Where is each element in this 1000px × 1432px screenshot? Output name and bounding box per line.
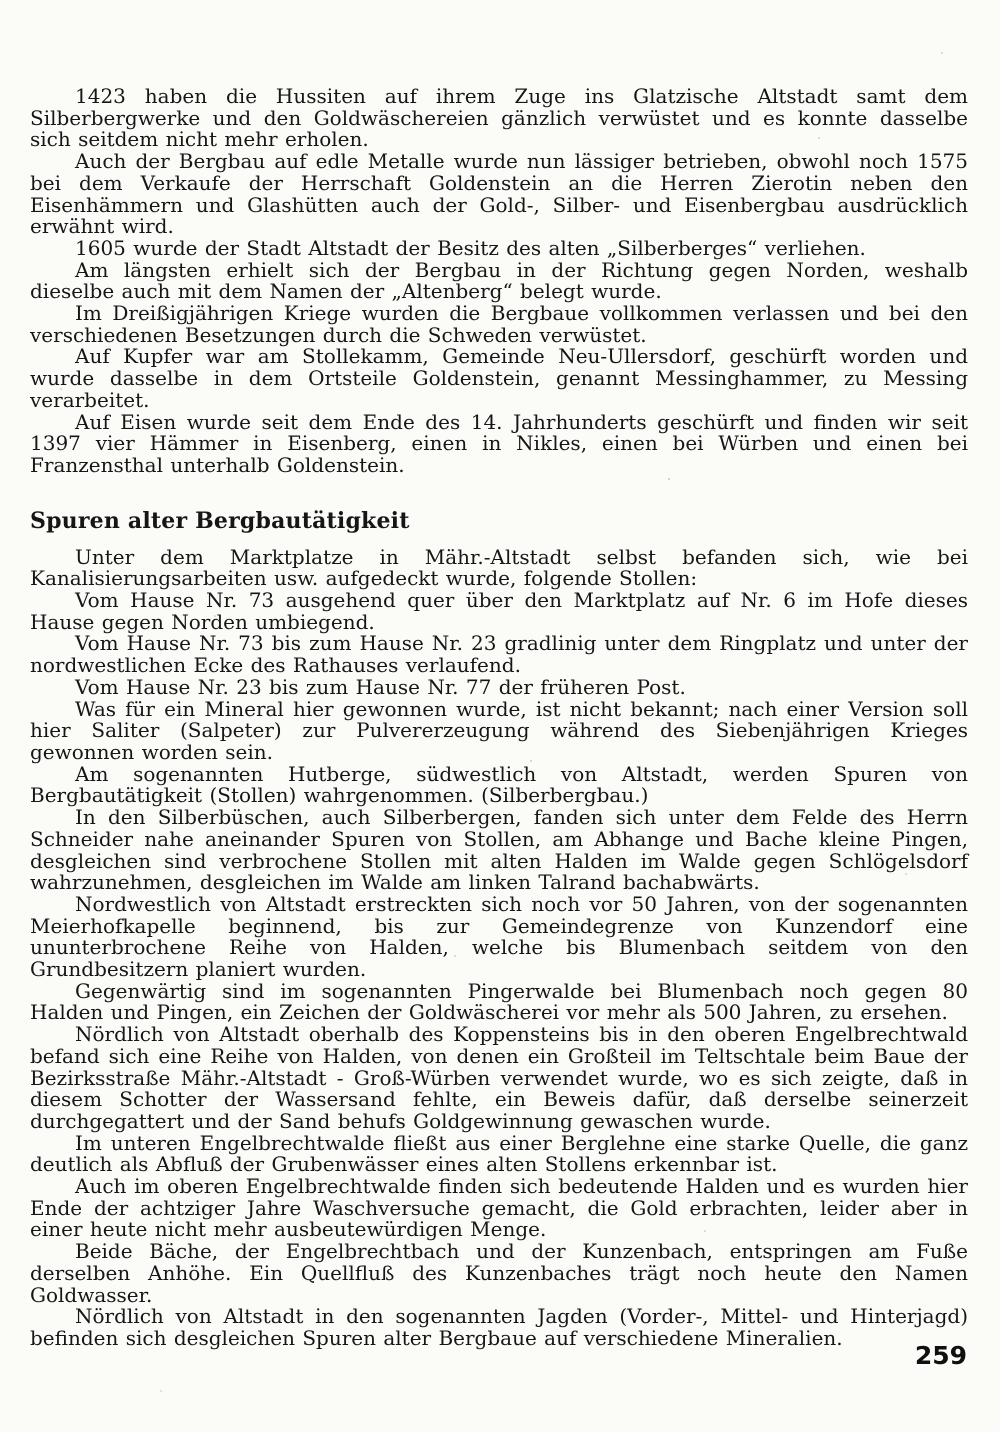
paragraph: Vom Hause Nr. 73 bis zum Hause Nr. 23 gradlinig unter dem Ringplatz und unter der nordwestlichen Ecke des Rathauses verlaufend.	[30, 631, 968, 678]
paragraph: Vom Hause Nr. 73 ausgehend quer über den Marktplatz auf Nr. 6 im Hofe dieses Hause gegen Norden umbiegend.	[30, 588, 968, 634]
text-column	[30, 86, 968, 1350]
paragraph: Was für ein Mineral hier gewonnen wurde, ist nicht bekannt; nach einer Version soll hier Saliter (Salpeter) zur Pulvererzeugung während des Siebenjährigen Krieges gewonnen worden sein.	[30, 696, 968, 764]
paragraph: Am sogenannten Hutberge, südwestlich von Altstadt, werden Spuren von Bergbautätigkeit (Stollen) wahrgenommen. (Silberbergbau.)	[30, 761, 968, 808]
paragraph: 1605 wurde der Stadt Altstadt der Besitz des alten „Silberberges“ verliehen.	[75, 235, 866, 260]
section-heading: Spuren alter Bergbautätigkeit	[30, 507, 410, 534]
paragraph: Auf Eisen wurde seit dem Ende des 14. Jahrhunderts geschürft und finden wir seit 1397 vier Hämmer in Eisenberg, einen in Nikles, einen bei Würben und einen bei Franzensthal unterhalb Goldenstein.	[30, 409, 968, 477]
paragraph: Vom Hause Nr. 23 bis zum Hause Nr. 77 der früheren Post.	[75, 674, 686, 699]
paragraph: In den Silberbüschen, auch Silberbergen, fanden sich unter dem Felde des Herrn Schneider nahe aneinander Spuren von Stollen, am Abhange und Bache kleine Pingen, desgleichen sind verbrochene Stollen mit alten Halden im Walde gegen Schlögelsdorf wahrzunehmen, desgleichen im Walde am linken Talrand bachabwärts.	[30, 805, 968, 895]
paragraph: Nördlich von Altstadt in den sogenannten Jagden (Vorder-, Mittel- und Hinterjagd) befinden sich desgleichen Spuren alter Bergbaue auf verschiedene Mineralien.	[30, 1304, 968, 1350]
paragraph: Gegenwärtig sind im sogenannten Pingerwalde bei Blumenbach noch gegen 80 Halden und Pingen, ein Zeichen der Goldwäscherei vor mehr als 500 Jahren, zu ersehen.	[30, 978, 968, 1025]
paragraph: 1423 haben die Hussiten auf ihrem Zuge ins Glatzische Altstadt samt dem Silberbergwerke und den Goldwäschereien gänzlich verwüstet und es konnte dasselbe sich seitdem nicht mehr erholen.	[30, 84, 968, 152]
paragraph: Nordwestlich von Altstadt erstreckten sich noch vor 50 Jahren, von der sogenannten Meierhofkapelle beginnend, bis zur Gemeindegrenze von Kunzendorf eine ununterbrochene Reihe von Halden, welche bis Blumenbach seitdem von den Grundbesitzern planiert wurden.	[30, 891, 968, 982]
paragraph: Auf Kupfer war am Stollekamm, Gemeinde Neu-Ullersdorf, geschürft worden und wurde dasselbe in dem Ortsteile Goldenstein, genannt Messinghammer, zu Messing verarbeitet.	[30, 344, 968, 412]
paragraph: Beide Bäche, der Engelbrechtbach und der Kunzenbach, entspringen am Fuße derselben Anhöhe. Ein Quellfluß des Kunzenbaches trägt noch heute den Namen Goldwasser.	[30, 1239, 968, 1307]
page-number: 259	[914, 1341, 967, 1370]
paragraph: Am längsten erhielt sich der Bergbau in der Richtung gegen Norden, weshalb dieselbe auch mit dem Namen der „Altenberg“ belegt wurde.	[30, 257, 968, 304]
paragraph: Auch der Bergbau auf edle Metalle wurde nun lässiger betrieben, obwohl noch 1575 bei dem Verkaufe der Herrschaft Goldenstein an die Herren Zierotin neben den Eisenhämmern und Glashütten auch der Gold-, Silber- und Eisenbergbau ausdrücklich erwähnt wird.	[30, 149, 968, 239]
paragraph: Auch im oberen Engelbrechtwalde finden sich bedeutende Halden und es wurden hier Ende der achtziger Jahre Waschversuche gemacht, die Gold erbrachten, leider aber in einer heute nicht mehr ausbeutewürdigen Menge.	[30, 1174, 968, 1242]
paragraph: Im Dreißigjährigen Kriege wurden die Bergbaue vollkommen verlassen und bei den verschiedenen Besetzungen durch die Schweden verwüstet.	[30, 301, 968, 347]
paragraph: Unter dem Marktplatze in Mähr.-Altstadt selbst befanden sich, wie bei Kanalisierungsarbeiten usw. aufgedeckt wurde, folgende Stollen:	[30, 544, 968, 591]
paragraph: Im unteren Engelbrechtwalde fließt aus einer Berglehne eine starke Quelle, die ganz deutlich als Abfluß der Grubenwässer eines alten Stollens erkennbar ist.	[30, 1130, 968, 1177]
paragraph: Nördlich von Altstadt oberhalb des Koppensteins bis in den oberen Engelbrechtwald befand sich eine Reihe von Halden, von denen ein Großteil im Teltschtale beim Baue der Bezirksstraße Mähr.-Altstadt - Groß-Würben verwendet wurde, wo es sich zeigte, daß in diesem Schotter der Wassersand fehlte, ein Beweis dafür, daß derselbe seinerzeit durchgegattert und der Sand behufs Goldgewinnung gewaschen wurde.	[30, 1022, 968, 1133]
scan-noise-speckles	[0, 0, 2, 2]
